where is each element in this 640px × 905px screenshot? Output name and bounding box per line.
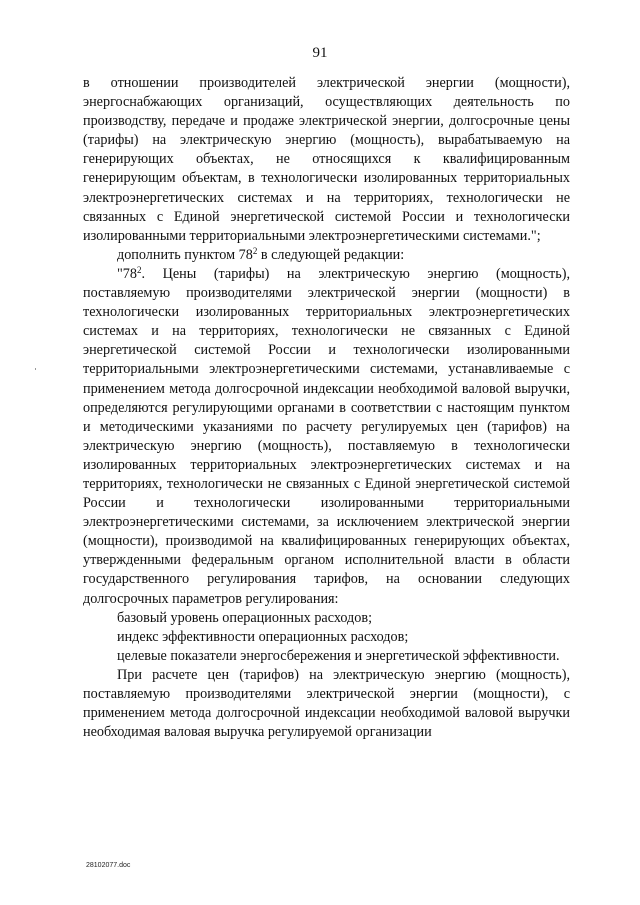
document-body	[83, 74, 570, 742]
list-item-efficiency-index: индекс эффективности операционных расходов;	[117, 628, 409, 645]
amendment-intro-text-end: в следующей редакции:	[257, 246, 405, 263]
clause-number: "78	[117, 265, 137, 282]
paragraph-calculation: При расчете цен (тарифов) на электрическую энергию (мощность), поставляемую производителями электрической энергии (мощности), с применением метода долгосрочной индексации необходимой валовой выручки необходимая валовая выручка регулируемой организации	[83, 666, 570, 741]
amendment-intro-text: дополнить пунктом 78	[117, 246, 253, 263]
paragraph-clause-78-2	[83, 265, 570, 609]
scan-speck	[35, 368, 36, 370]
page-number: 91	[312, 45, 328, 61]
superscript: 2	[252, 245, 258, 256]
paragraph-amendment-intro	[83, 246, 570, 265]
footer-file-reference: 28102077.doc	[86, 862, 131, 869]
paragraph-continuation: в отношении производителей электрической энергии (мощности), энергоснабжающих организаций, осуществляющих деятельность по производству, передаче и продаже электрической энергии, долгосрочные цены (тарифы) на электрическую энергию (мощность), вырабатываемую на генерирующих объектах, не относящихся к квалифицированным генерирующим объектам, в технологически изолированных территориальных электроэнергетических системах и на территориях, технологически не связанных с Единой энергетической системой России и технологически изолированными территориальными электроэнергетическими системами.";	[83, 75, 570, 244]
superscript: 2	[136, 264, 142, 275]
list-item-target-indicators: целевые показатели энергосбережения и энергетической эффективности.	[117, 647, 560, 664]
list-item-base-level: базовый уровень операционных расходов;	[117, 609, 373, 626]
clause-text: . Цены (тарифы) на электрическую энергию (мощность), поставляемую производителями электрической энергии (мощности) в технологически изолированных территориальных электроэнергетических системах и на территориях, технологически не связанных с Единой энергетической системой России и технологически изолированными территориальными электроэнергетическими системами, устанавливаемые с применением метода долгосрочной индексации необходимой валовой выручки, определяются регулирующими органами в соответствии с настоящим пунктом и методическими указаниями по расчету регулируемых цен (тарифов) на электрическую энергию (мощность), поставляемую в технологически изолированных территориальных электроэнергетических системах и на территориях, технологически не связанных с Единой энергетической системой России и технологически изолированными территориальными электроэнергетическими системами, за исключением электрической энергии (мощности), производимой на квалифицированных генерирующих объектах, утвержденными федеральным органом исполнительной власти в области государственного регулирования тарифов, на основании следующих долгосрочных параметров регулирования:	[83, 265, 570, 607]
